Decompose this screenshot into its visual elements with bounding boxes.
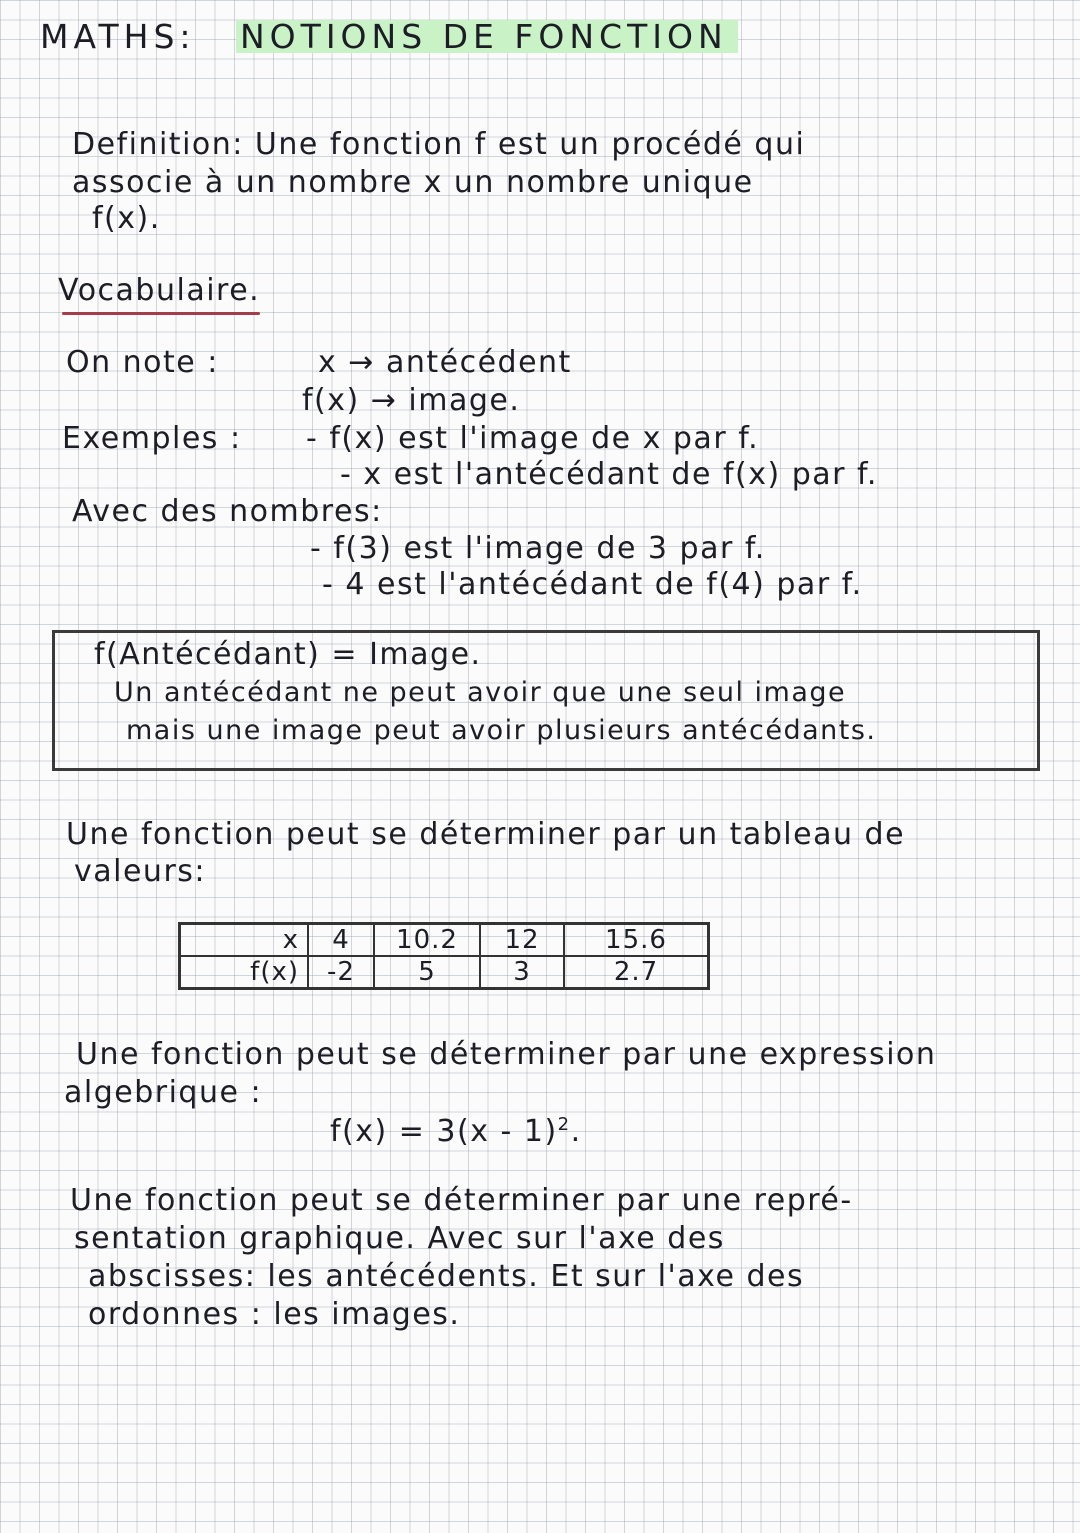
table-intro-line-2: valeurs: <box>74 854 207 889</box>
algebra-line-1: Une fonction peut se déterminer par une expression <box>76 1037 937 1072</box>
formula-base: f(x) = 3(x - 1) <box>330 1114 558 1149</box>
number-example-2: - 4 est l'antécédant de f(4) par f. <box>322 567 863 602</box>
on-note-label: On note : <box>66 345 219 380</box>
formula-exponent: 2 <box>557 1114 571 1135</box>
x-value: 12 <box>480 924 564 957</box>
note-image: f(x) → image. <box>302 383 521 418</box>
graph-line-3: abscisses: les antécédents. Et sur l'axe des <box>88 1259 805 1294</box>
definition-line-1: Definition: Une fonction f est un procédé qui <box>72 127 806 162</box>
number-example-1: - f(3) est l'image de 3 par f. <box>310 531 766 566</box>
table-row-fx <box>180 956 709 989</box>
definition-line-2: associe à un nombre x un nombre unique <box>72 165 754 200</box>
vocabulary-heading: Vocabulaire. <box>58 273 261 308</box>
table-intro-line-1: Une fonction peut se déterminer par un tableau de <box>66 817 906 852</box>
values-table <box>178 922 710 990</box>
exemples-label: Exemples : <box>62 421 242 456</box>
fx-value: -2 <box>308 956 374 989</box>
definition-line-3: f(x). <box>92 201 161 236</box>
formula-period: . <box>570 1114 582 1149</box>
rule-line-2: Un antécédant ne peut avoir que une seul image <box>114 677 847 708</box>
avec-nombres-label: Avec des nombres: <box>72 494 383 529</box>
rule-line-3: mais une image peut avoir plusieurs antécédants. <box>126 715 877 746</box>
vocabulary-underline <box>62 312 260 315</box>
graph-line-1: Une fonction peut se déterminer par une repré- <box>70 1183 853 1218</box>
x-value: 4 <box>308 924 374 957</box>
graph-line-4: ordonnes : les images. <box>88 1297 461 1332</box>
algebra-formula <box>330 1116 582 1147</box>
graph-line-2: sentation graphique. Avec sur l'axe des <box>74 1221 725 1256</box>
subject-label: MATHS: <box>40 17 196 56</box>
row-label-fx: f(x) <box>180 956 309 989</box>
algebra-line-2: algebrique : <box>64 1075 263 1110</box>
fx-value: 5 <box>374 956 480 989</box>
fx-value: 2.7 <box>564 956 709 989</box>
rule-line-1: f(Antécédant) = Image. <box>94 637 482 672</box>
example-1: - f(x) est l'image de x par f. <box>306 421 760 456</box>
example-2: - x est l'antécédant de f(x) par f. <box>340 457 878 492</box>
table-row-x <box>180 924 709 957</box>
x-value: 10.2 <box>374 924 480 957</box>
note-antecedent: x → antécédent <box>318 345 572 380</box>
fx-value: 3 <box>480 956 564 989</box>
page-title: NOTIONS DE FONCTION <box>236 20 738 53</box>
row-label-x: x <box>180 924 309 957</box>
x-value: 15.6 <box>564 924 709 957</box>
